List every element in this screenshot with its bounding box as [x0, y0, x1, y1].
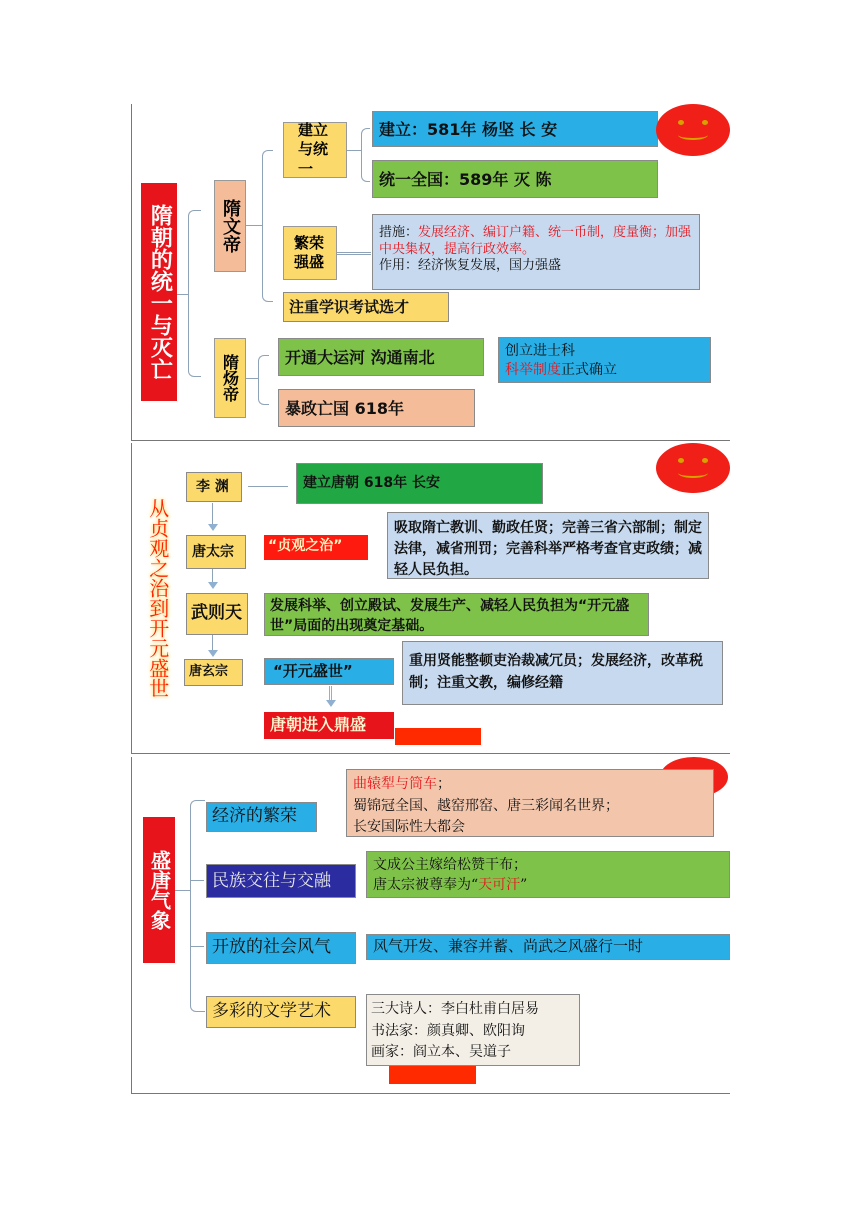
prosper-label: 繁荣强盛 [283, 226, 337, 280]
down-arrow-icon [326, 700, 336, 707]
exam-box: 注重学识考试选才 [283, 292, 449, 322]
shengtang-bracket [190, 800, 205, 1012]
decor-bar [389, 1066, 476, 1084]
sui-main-bracket [188, 210, 201, 377]
tyranny-box: 暴政亡国 618年 [278, 389, 475, 427]
connector [337, 252, 371, 255]
connector [212, 503, 213, 525]
down-arrow-icon [208, 650, 218, 657]
wendi-bracket [262, 150, 273, 302]
sui-title: 隋朝的统一与灭亡 [141, 183, 177, 401]
liyuan-box: 李 渊 [186, 472, 242, 502]
connector [177, 294, 188, 295]
connector [329, 686, 332, 700]
connector [212, 635, 213, 651]
unify-box: 统一全国：589年 灭 陈 [372, 160, 658, 198]
measures-box: 措施：发展经济、编订户籍、统一币制，度量衡；加强中央集权，提高行政效率。 作用：经济恢复发展，国力强盛 [372, 214, 700, 290]
connector [212, 569, 213, 583]
wendi-box: 隋文帝 [214, 180, 246, 272]
xuanzong-box: 唐玄宗 [184, 659, 243, 686]
economy-text-box: 曲辕犁与筒车； 蜀锦冠全国、越窑邢窑、唐三彩闻名世界； 长安国际性大都会 [346, 769, 714, 837]
social-text-box: 风气开发、兼容并蓄、尚武之风盛行一时 [366, 934, 730, 960]
connector [246, 225, 262, 226]
social-label: 开放的社会风气 [206, 932, 356, 964]
wuzetian-text-box: 发展科举、创立殿试、发展生产、减轻人民负担为“开元盛世”局面的出现奠定基础。 [264, 593, 649, 636]
taizong-text-box: 吸取隋亡教训、勤政任贤；完善三省六部制；制定法律，减省刑罚；完善科举严格考查官吏政绩；减轻人民负担。 [387, 512, 709, 579]
taizong-box: 唐太宗 [186, 535, 246, 569]
peak-box: 唐朝进入鼎盛 [264, 712, 394, 739]
connector [248, 486, 288, 487]
ethnic-label: 民族交往与交融 [206, 864, 356, 898]
canal-box: 开通大运河 沟通南北 [278, 338, 484, 376]
smiley-icon [656, 104, 730, 156]
establish-bracket [361, 128, 370, 182]
yangdi-bracket [258, 355, 269, 405]
kaiyuan-box: “开元盛世” [264, 658, 394, 685]
connector [246, 378, 258, 379]
ethnic-text-box: 文成公主嫁给松赞干布； 唐太宗被尊奉为“天可汗” [366, 851, 730, 898]
establish-label: 建立与统一 [283, 122, 347, 178]
decor-bar [395, 728, 481, 745]
connector [175, 890, 190, 891]
smiley-icon [656, 443, 730, 493]
establish-box: 建立：581年 杨坚 长 安 [372, 111, 658, 147]
economy-label: 经济的繁荣 [206, 802, 317, 832]
down-arrow-icon [208, 582, 218, 589]
tang-title: 从贞观之治到开元盛世 [145, 498, 170, 698]
jinshi-box: 创立进士科 科举制度正式确立 [498, 337, 711, 383]
xuanzong-text-box: 重用贤能整顿吏治裁减冗员；发展经济，改革税制；注重文教，编修经籍 [402, 641, 723, 705]
connector [190, 880, 204, 881]
art-text-box: 三大诗人：李白杜甫白居易 书法家：颜真卿、欧阳询 画家：阎立本、吴道子 [366, 994, 580, 1066]
shengtang-title: 盛唐气象 [143, 817, 175, 963]
liyuan-text-box: 建立唐朝 618年 长安 [296, 463, 543, 504]
connector [347, 150, 361, 151]
art-label: 多彩的文学艺术 [206, 996, 356, 1028]
yangdi-box: 隋炀帝 [214, 338, 246, 418]
zhenguan-box: “贞观之治” [264, 535, 368, 560]
down-arrow-icon [208, 524, 218, 531]
connector [190, 946, 204, 947]
wuzetian-box: 武则天 [186, 593, 248, 635]
